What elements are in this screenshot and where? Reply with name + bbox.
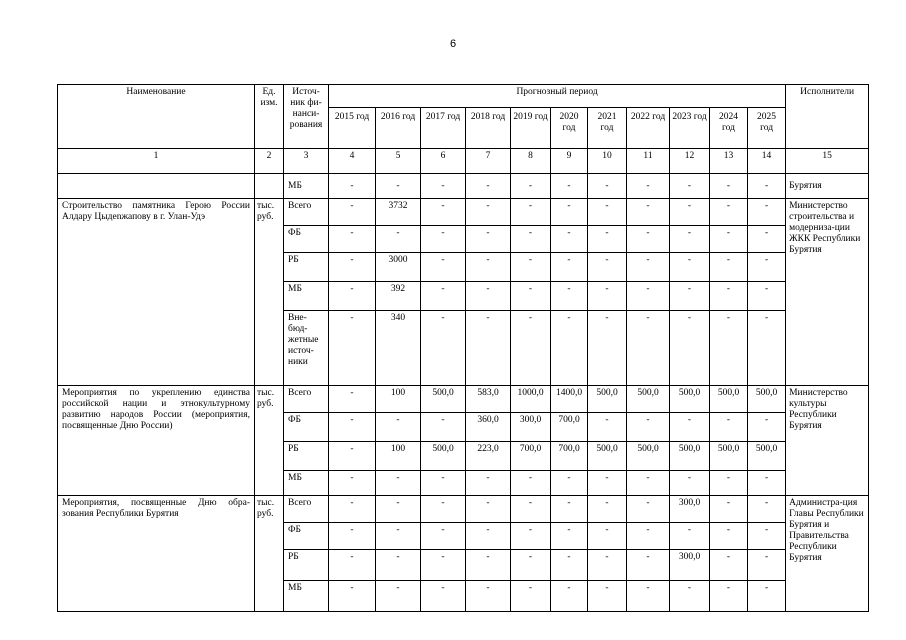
- value-cell: 3732: [376, 199, 421, 226]
- value-cell: -: [466, 282, 511, 311]
- value-cell: -: [466, 581, 511, 612]
- source-cell: Всего: [284, 199, 329, 226]
- value-cell: -: [710, 226, 748, 253]
- value-cell: 500,0: [421, 442, 466, 471]
- value-cell: -: [466, 253, 511, 282]
- value-cell: 300,0: [511, 413, 551, 442]
- value-cell: -: [588, 413, 627, 442]
- year-header: 2017 год: [421, 108, 466, 149]
- value-cell: -: [588, 253, 627, 282]
- year-header: 2025 год: [748, 108, 786, 149]
- value-cell: -: [748, 581, 786, 612]
- value-cell: 500,0: [627, 442, 670, 471]
- value-cell: -: [710, 496, 748, 523]
- value-cell: -: [511, 581, 551, 612]
- value-cell: -: [588, 550, 627, 581]
- value-cell: -: [329, 386, 376, 413]
- value-cell: -: [376, 174, 421, 199]
- column-number: 15: [786, 149, 869, 174]
- value-cell: -: [627, 471, 670, 496]
- value-cell: 360,0: [466, 413, 511, 442]
- value-cell: -: [329, 226, 376, 253]
- value-cell: -: [376, 523, 421, 550]
- value-cell: -: [421, 581, 466, 612]
- value-cell: -: [748, 174, 786, 199]
- year-header: 2020 год: [551, 108, 588, 149]
- value-cell: 3000: [376, 253, 421, 282]
- value-cell: -: [551, 282, 588, 311]
- source-cell: МБ: [284, 581, 329, 612]
- column-number: 2: [255, 149, 284, 174]
- year-header: 2016 год: [376, 108, 421, 149]
- value-cell: -: [588, 523, 627, 550]
- value-cell: -: [329, 471, 376, 496]
- source-cell: РБ: [284, 442, 329, 471]
- carry-over-row: [58, 174, 869, 199]
- value-cell: 392: [376, 282, 421, 311]
- value-cell: 100: [376, 386, 421, 413]
- executor-cell: Администра-ция Главы Республики Бурятия и Правительства Республики Бурятия: [786, 496, 869, 612]
- value-cell: -: [421, 550, 466, 581]
- executor-cell: Министерство культуры Республики Бурятия: [786, 386, 869, 496]
- value-cell: -: [670, 581, 710, 612]
- value-cell: -: [421, 413, 466, 442]
- value-cell: -: [551, 523, 588, 550]
- value-cell: -: [748, 550, 786, 581]
- value-cell: -: [511, 282, 551, 311]
- value-cell: 300,0: [670, 550, 710, 581]
- value-cell: -: [466, 226, 511, 253]
- value-cell: -: [710, 253, 748, 282]
- value-cell: 500,0: [588, 442, 627, 471]
- year-header: 2019 год: [511, 108, 551, 149]
- value-cell: -: [421, 253, 466, 282]
- value-cell: -: [551, 174, 588, 199]
- value-cell: -: [511, 311, 551, 386]
- value-cell: -: [588, 174, 627, 199]
- table-row: [58, 496, 869, 523]
- value-cell: -: [329, 413, 376, 442]
- column-number: 9: [551, 149, 588, 174]
- value-cell: -: [376, 226, 421, 253]
- column-number: 6: [421, 149, 466, 174]
- table-row: [58, 386, 869, 413]
- value-cell: -: [670, 282, 710, 311]
- column-number: 11: [627, 149, 670, 174]
- value-cell: 700,0: [511, 442, 551, 471]
- value-cell: -: [627, 523, 670, 550]
- value-cell: -: [466, 550, 511, 581]
- value-cell: -: [329, 253, 376, 282]
- value-cell: 500,0: [748, 386, 786, 413]
- value-cell: 223,0: [466, 442, 511, 471]
- empty-unit-cell: [255, 174, 284, 199]
- value-cell: -: [329, 550, 376, 581]
- value-cell: -: [329, 496, 376, 523]
- source-cell: МБ: [284, 282, 329, 311]
- year-header: 2018 год: [466, 108, 511, 149]
- value-cell: -: [710, 523, 748, 550]
- source-cell: Всего: [284, 386, 329, 413]
- value-cell: -: [511, 523, 551, 550]
- value-cell: -: [511, 471, 551, 496]
- value-cell: 500,0: [710, 386, 748, 413]
- value-cell: -: [670, 523, 710, 550]
- unit-cell: тыс. руб.: [255, 199, 284, 386]
- value-cell: -: [710, 311, 748, 386]
- executor-cell: Министерство строительства и модерниза-ции ЖКК Республики Бурятия: [786, 199, 869, 386]
- value-cell: 500,0: [748, 442, 786, 471]
- value-cell: -: [748, 199, 786, 226]
- value-cell: -: [627, 496, 670, 523]
- value-cell: -: [466, 496, 511, 523]
- year-header: 2022 год: [627, 108, 670, 149]
- value-cell: -: [466, 311, 511, 386]
- column-number: 14: [748, 149, 786, 174]
- value-cell: -: [588, 311, 627, 386]
- value-cell: -: [748, 496, 786, 523]
- value-cell: 700,0: [551, 413, 588, 442]
- header-source: Источ-ник фи-нанси-рования: [284, 85, 329, 149]
- value-cell: -: [551, 550, 588, 581]
- value-cell: 100: [376, 442, 421, 471]
- value-cell: -: [329, 523, 376, 550]
- value-cell: -: [710, 282, 748, 311]
- source-cell: РБ: [284, 550, 329, 581]
- value-cell: -: [588, 199, 627, 226]
- value-cell: -: [376, 471, 421, 496]
- value-cell: -: [748, 226, 786, 253]
- header-unit: Ед. изм.: [255, 85, 284, 149]
- column-number: 8: [511, 149, 551, 174]
- value-cell: -: [511, 253, 551, 282]
- value-cell: 583,0: [466, 386, 511, 413]
- value-cell: -: [421, 471, 466, 496]
- value-cell: -: [421, 523, 466, 550]
- value-cell: -: [551, 199, 588, 226]
- column-number: 13: [710, 149, 748, 174]
- value-cell: -: [670, 311, 710, 386]
- item-name: Мероприятия по укреплению единства российской нации и этнокультурному развитию народов России (мероприятия, посвященные Дню России): [58, 386, 255, 496]
- value-cell: -: [748, 413, 786, 442]
- item-name: Мероприятия, посвященные Дню обра-зования Республики Бурятия: [58, 496, 255, 612]
- value-cell: 500,0: [588, 386, 627, 413]
- source-cell: ФБ: [284, 413, 329, 442]
- value-cell: -: [421, 174, 466, 199]
- value-cell: 1000,0: [511, 386, 551, 413]
- header-executors: Исполнители: [786, 85, 869, 149]
- value-cell: -: [421, 496, 466, 523]
- value-cell: -: [627, 226, 670, 253]
- value-cell: -: [329, 311, 376, 386]
- value-cell: -: [376, 550, 421, 581]
- value-cell: -: [376, 581, 421, 612]
- value-cell: 340: [376, 311, 421, 386]
- value-cell: 500,0: [421, 386, 466, 413]
- value-cell: -: [627, 550, 670, 581]
- column-number: 12: [670, 149, 710, 174]
- value-cell: -: [551, 226, 588, 253]
- value-cell: -: [329, 174, 376, 199]
- value-cell: -: [329, 282, 376, 311]
- year-header: 2024 год: [710, 108, 748, 149]
- value-cell: -: [710, 413, 748, 442]
- value-cell: 300,0: [670, 496, 710, 523]
- value-cell: -: [421, 282, 466, 311]
- value-cell: -: [627, 311, 670, 386]
- value-cell: -: [627, 413, 670, 442]
- value-cell: -: [627, 282, 670, 311]
- page-number: 6: [449, 38, 457, 50]
- forecast-table: [57, 84, 869, 612]
- column-number-row: [58, 149, 869, 174]
- source-cell: РБ: [284, 253, 329, 282]
- value-cell: 1400,0: [551, 386, 588, 413]
- source-cell: МБ: [284, 174, 329, 199]
- value-cell: -: [329, 199, 376, 226]
- value-cell: -: [466, 523, 511, 550]
- header-name: Наименование: [58, 85, 255, 149]
- column-number: 4: [329, 149, 376, 174]
- value-cell: -: [329, 442, 376, 471]
- year-header: 2015 год: [329, 108, 376, 149]
- source-cell: ФБ: [284, 523, 329, 550]
- value-cell: -: [588, 581, 627, 612]
- unit-cell: тыс. руб.: [255, 386, 284, 496]
- value-cell: -: [421, 311, 466, 386]
- value-cell: 500,0: [710, 442, 748, 471]
- value-cell: -: [670, 471, 710, 496]
- value-cell: -: [421, 199, 466, 226]
- year-header: 2021 год: [588, 108, 627, 149]
- value-cell: -: [511, 226, 551, 253]
- item-name: Строительство памятника Герою России Алдару Цыдenжапову в г. Улан-Удэ: [58, 199, 255, 386]
- value-cell: -: [421, 226, 466, 253]
- value-cell: -: [670, 253, 710, 282]
- value-cell: -: [588, 471, 627, 496]
- value-cell: -: [588, 226, 627, 253]
- column-number: 3: [284, 149, 329, 174]
- executor-cell: Бурятия: [786, 174, 869, 199]
- source-cell: Вне-бюд-жетные источ-ники: [284, 311, 329, 386]
- value-cell: -: [466, 174, 511, 199]
- unit-cell: тыс. руб.: [255, 496, 284, 612]
- value-cell: -: [627, 581, 670, 612]
- value-cell: -: [551, 253, 588, 282]
- value-cell: -: [710, 550, 748, 581]
- value-cell: -: [588, 496, 627, 523]
- value-cell: -: [748, 471, 786, 496]
- column-number: 1: [58, 149, 255, 174]
- source-cell: Всего: [284, 496, 329, 523]
- value-cell: 500,0: [627, 386, 670, 413]
- value-cell: -: [551, 496, 588, 523]
- value-cell: -: [551, 311, 588, 386]
- source-cell: МБ: [284, 471, 329, 496]
- value-cell: -: [748, 282, 786, 311]
- value-cell: -: [511, 550, 551, 581]
- header-forecast: Прогнозный период: [329, 85, 786, 108]
- value-cell: -: [627, 253, 670, 282]
- value-cell: -: [627, 174, 670, 199]
- value-cell: -: [511, 496, 551, 523]
- column-number: 7: [466, 149, 511, 174]
- value-cell: -: [466, 471, 511, 496]
- value-cell: 700,0: [551, 442, 588, 471]
- value-cell: -: [376, 413, 421, 442]
- value-cell: -: [551, 581, 588, 612]
- value-cell: -: [627, 199, 670, 226]
- source-cell: ФБ: [284, 226, 329, 253]
- value-cell: -: [710, 174, 748, 199]
- table-row: [58, 199, 869, 226]
- empty-name-cell: [58, 174, 255, 199]
- value-cell: 500,0: [670, 386, 710, 413]
- value-cell: -: [511, 174, 551, 199]
- value-cell: -: [670, 174, 710, 199]
- value-cell: -: [376, 496, 421, 523]
- value-cell: -: [710, 581, 748, 612]
- value-cell: -: [670, 413, 710, 442]
- column-number: 5: [376, 149, 421, 174]
- value-cell: -: [588, 282, 627, 311]
- value-cell: -: [748, 311, 786, 386]
- year-header: 2023 год: [670, 108, 710, 149]
- value-cell: -: [466, 199, 511, 226]
- value-cell: -: [710, 199, 748, 226]
- value-cell: -: [511, 199, 551, 226]
- value-cell: -: [748, 253, 786, 282]
- value-cell: 500,0: [670, 442, 710, 471]
- value-cell: -: [329, 581, 376, 612]
- value-cell: -: [551, 471, 588, 496]
- column-number: 10: [588, 149, 627, 174]
- value-cell: -: [748, 523, 786, 550]
- value-cell: -: [670, 199, 710, 226]
- value-cell: -: [670, 226, 710, 253]
- value-cell: -: [710, 471, 748, 496]
- header-row: [58, 85, 869, 108]
